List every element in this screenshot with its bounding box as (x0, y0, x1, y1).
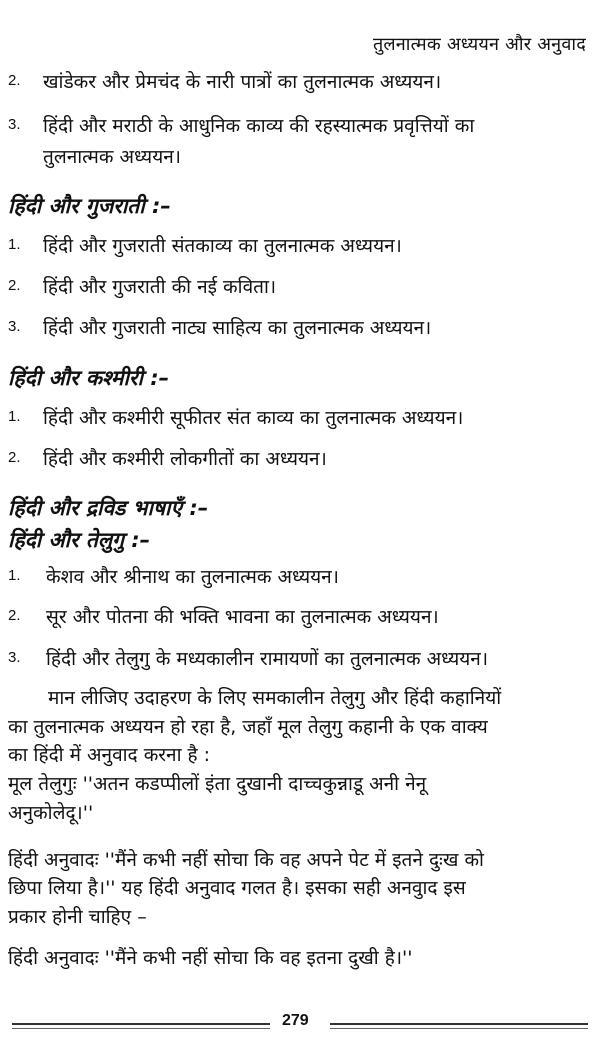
item-text: हिंदी और गुजराती संतकाव्य का तुलनात्मक अध्ययन। (43, 235, 402, 257)
original-text-line: मूल तेलुगुः ''अतन कडप्पीलों इंता दुखानी दाच्चकुन्नाडू अनी नेनू (8, 773, 427, 795)
item-number: 2. (8, 277, 21, 294)
footer-rule-right (330, 1023, 588, 1029)
item-text: हिंदी और मराठी के आधुनिक काव्य की रहस्यात्मक प्रवृत्तियों का (43, 115, 475, 137)
section-heading-dravid: हिंदी और द्रविड भाषाएँ :– (8, 496, 209, 520)
footer-rule-left (12, 1023, 270, 1029)
item-number: 1. (8, 236, 21, 253)
translation-line: प्रकार होनी चाहिए – (8, 906, 147, 928)
item-text: खांडेकर और प्रेमचंद के नारी पात्रों का तुलनात्मक अध्ययन। (43, 71, 442, 93)
item-text: केशव और श्रीनाथ का तुलनात्मक अध्ययन। (46, 566, 339, 588)
item-number: 3. (8, 649, 21, 666)
item-number: 1. (8, 567, 21, 584)
paragraph-line: का हिंदी में अनुवाद करना है : (8, 744, 211, 766)
item-number: 2. (8, 72, 21, 89)
item-number: 2. (8, 607, 21, 624)
item-text: हिंदी और कश्मीरी लोकगीतों का अध्ययन। (43, 448, 327, 470)
item-number: 1. (8, 408, 21, 425)
running-header: तुलनात्मक अध्ययन और अनुवाद (372, 34, 586, 55)
item-number: 3. (8, 318, 21, 335)
item-number: 2. (8, 449, 21, 466)
item-text: हिंदी और कश्मीरी सूफीतर संत काव्य का तुलनात्मक अध्ययन। (43, 407, 464, 429)
paragraph-line: का तुलनात्मक अध्ययन हो रहा है, जहाँ मूल तेलुगु कहानी के एक वाक्य (8, 716, 488, 738)
item-text: हिंदी और तेलुगु के मध्यकालीन रामायणों का तुलनात्मक अध्ययन। (46, 648, 489, 670)
correct-translation-line: हिंदी अनुवादः ''मैंने कभी नहीं सोचा कि वह इतना दुखी है।'' (8, 947, 413, 969)
item-text: सूर और पोतना की भक्ति भावना का तुलनात्मक अध्ययन। (46, 606, 439, 628)
item-text: हिंदी और गुजराती की नई कविता। (43, 276, 277, 298)
original-text-line: अनुकोलेदू।'' (8, 802, 94, 824)
section-heading-gujarati: हिंदी और गुजराती :– (8, 194, 171, 218)
item-text: हिंदी और गुजराती नाट्य साहित्य का तुलनात्मक अध्ययन। (43, 317, 432, 339)
item-text: तुलनात्मक अध्ययन। (43, 146, 181, 168)
section-heading-kashmiri: हिंदी और कश्मीरी :– (8, 366, 170, 390)
translation-line: छिपा लिया है।'' यह हिंदी अनुवाद गलत है। इसका सही अनवुाद इस (8, 877, 466, 899)
section-heading-telugu: हिंदी और तेलुगु :– (8, 528, 151, 552)
item-number: 3. (8, 116, 21, 133)
paragraph-line: मान लीजिए उदाहरण के लिए समकालीन तेलुगु और हिंदी कहानियों (48, 687, 502, 709)
page-number: 279 (282, 1012, 309, 1029)
translation-line: हिंदी अनुवादः ''मैंने कभी नहीं सोचा कि वह अपने पेट में इतने दुःख को (8, 849, 484, 871)
